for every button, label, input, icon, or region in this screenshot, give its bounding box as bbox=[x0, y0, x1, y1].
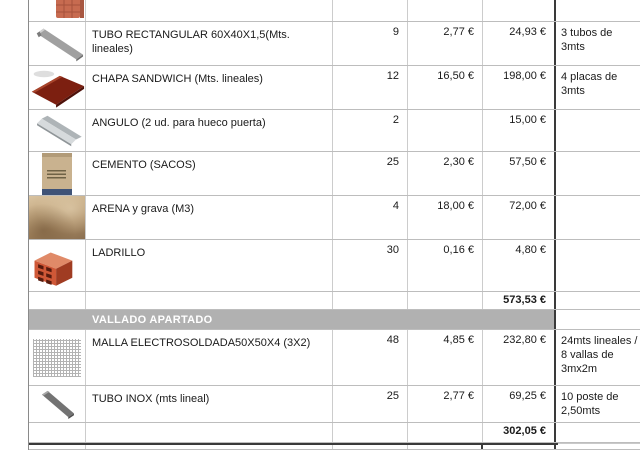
quantity-cell bbox=[333, 445, 408, 449]
unit-price-cell: 2,77 € bbox=[408, 386, 483, 422]
materials-table bbox=[28, 0, 640, 450]
product-image-cell bbox=[29, 386, 86, 422]
total-cell bbox=[483, 310, 556, 329]
quantity-cell: 25 bbox=[333, 386, 408, 422]
quantity-cell: 4 bbox=[333, 196, 408, 239]
welded-mesh-image bbox=[33, 339, 81, 377]
product-image-cell bbox=[29, 66, 86, 109]
quantity-cell bbox=[333, 292, 408, 309]
unit-price-cell bbox=[408, 110, 483, 151]
quantity-cell: 30 bbox=[333, 240, 408, 291]
rect-tube-image bbox=[30, 24, 84, 64]
unit-price-cell bbox=[408, 445, 483, 449]
unit-price-cell: 4,85 € bbox=[408, 330, 483, 385]
description-cell: CEMENTO (SACOS) bbox=[86, 152, 333, 195]
table-row-partial-top bbox=[29, 0, 640, 22]
description-cell: CHAPA SANDWICH (Mts. lineales) bbox=[86, 66, 333, 109]
cement-bag-image bbox=[42, 153, 72, 195]
note-cell: 24mts lineales / 8 vallas de 3mx2m bbox=[561, 335, 638, 376]
total-cell: 24,93 € bbox=[483, 22, 556, 65]
unit-price-cell bbox=[408, 292, 483, 309]
description-cell: ARENA y grava (M3) bbox=[86, 196, 333, 239]
brick-stack-image bbox=[55, 0, 85, 20]
unit-price-cell bbox=[408, 0, 483, 21]
cement-bag-band bbox=[42, 189, 72, 195]
note-cell bbox=[556, 292, 640, 309]
total-cell: 198,00 € bbox=[483, 66, 556, 109]
note-cell: 4 placas de 3mts bbox=[561, 71, 618, 98]
description-cell: TUBO RECTANGULAR 60X40X1,5(Mts. lineales) bbox=[86, 22, 333, 65]
section2-title: VALLADO APARTADO bbox=[86, 310, 333, 329]
product-image-cell bbox=[29, 330, 86, 385]
unit-price-cell: 0,16 € bbox=[408, 240, 483, 291]
table-row bbox=[29, 386, 640, 423]
section1-subtotal-row bbox=[29, 292, 640, 310]
total-cell: 72,00 € bbox=[483, 196, 556, 239]
quantity-cell: 2 bbox=[333, 110, 408, 151]
total-cell: 4,80 € bbox=[483, 240, 556, 291]
quantity-cell: 48 bbox=[333, 330, 408, 385]
product-image-cell bbox=[29, 152, 86, 195]
product-image-cell bbox=[29, 0, 86, 21]
section2-subtotal-row bbox=[29, 423, 640, 443]
sand-pile-image bbox=[29, 196, 85, 239]
section2-subtotal-value: 302,05 € bbox=[483, 423, 556, 442]
total-cell bbox=[483, 445, 556, 449]
description-cell bbox=[86, 0, 333, 21]
description-cell bbox=[86, 292, 333, 309]
unit-price-cell: 2,77 € bbox=[408, 22, 483, 65]
product-image-cell bbox=[29, 22, 86, 65]
product-image-cell bbox=[29, 240, 86, 291]
note-cell bbox=[556, 240, 640, 291]
product-image-cell bbox=[29, 292, 86, 309]
unit-price-cell bbox=[408, 423, 483, 442]
note-cell bbox=[556, 310, 640, 329]
quantity-cell bbox=[333, 423, 408, 442]
quantity-cell: 9 bbox=[333, 22, 408, 65]
table-row bbox=[29, 196, 640, 240]
note-cell: 3 tubos de 3mts bbox=[561, 27, 613, 54]
note-cell bbox=[556, 196, 640, 239]
note-cell bbox=[556, 423, 640, 442]
note-cell bbox=[556, 445, 640, 449]
sandwich-panel-image bbox=[29, 67, 85, 109]
unit-price-cell: 16,50 € bbox=[408, 66, 483, 109]
table-row bbox=[29, 22, 640, 66]
product-image-cell bbox=[29, 445, 86, 449]
description-cell: ANGULO (2 ud. para hueco puerta) bbox=[86, 110, 333, 151]
cement-bag-label bbox=[47, 170, 66, 179]
quantity-cell: 25 bbox=[333, 152, 408, 195]
unit-price-cell: 18,00 € bbox=[408, 196, 483, 239]
quantity-cell bbox=[333, 310, 408, 329]
table-row bbox=[29, 152, 640, 196]
angle-profile-image bbox=[30, 112, 84, 150]
section1-subtotal-value: 573,53 € bbox=[483, 292, 556, 309]
product-image-cell bbox=[29, 110, 86, 151]
description-cell: TUBO INOX (mts lineal) bbox=[86, 386, 333, 422]
unit-price-cell: 2,30 € bbox=[408, 152, 483, 195]
note-cell bbox=[556, 0, 640, 21]
total-cell bbox=[483, 0, 556, 21]
table-row bbox=[29, 330, 640, 386]
total-cell: 69,25 € bbox=[483, 386, 556, 422]
table-row bbox=[29, 240, 640, 292]
table-row bbox=[29, 66, 640, 110]
quantity-cell: 12 bbox=[333, 66, 408, 109]
description-cell bbox=[86, 423, 333, 442]
product-image-cell bbox=[29, 423, 86, 442]
brick-image bbox=[30, 243, 84, 289]
table-row-partial-bottom bbox=[29, 445, 640, 450]
section2-header-row bbox=[29, 310, 640, 330]
quantity-cell bbox=[333, 0, 408, 21]
unit-price-cell bbox=[408, 310, 483, 329]
total-cell: 232,80 € bbox=[483, 330, 556, 385]
description-cell: MALLA ELECTROSOLDADA50X50X4 (3X2) bbox=[86, 330, 333, 385]
note-cell bbox=[556, 110, 640, 151]
description-cell bbox=[86, 445, 333, 449]
inox-tube-image bbox=[34, 388, 80, 420]
product-image-cell bbox=[29, 196, 86, 239]
description-cell: LADRILLO bbox=[86, 240, 333, 291]
section-header-image-cell bbox=[29, 310, 86, 329]
cement-bag-fold bbox=[42, 153, 72, 157]
total-cell: 57,50 € bbox=[483, 152, 556, 195]
table-row bbox=[29, 110, 640, 152]
total-cell: 15,00 € bbox=[483, 110, 556, 151]
note-cell: 10 poste de 2,50mts bbox=[561, 391, 619, 418]
note-cell bbox=[556, 152, 640, 195]
